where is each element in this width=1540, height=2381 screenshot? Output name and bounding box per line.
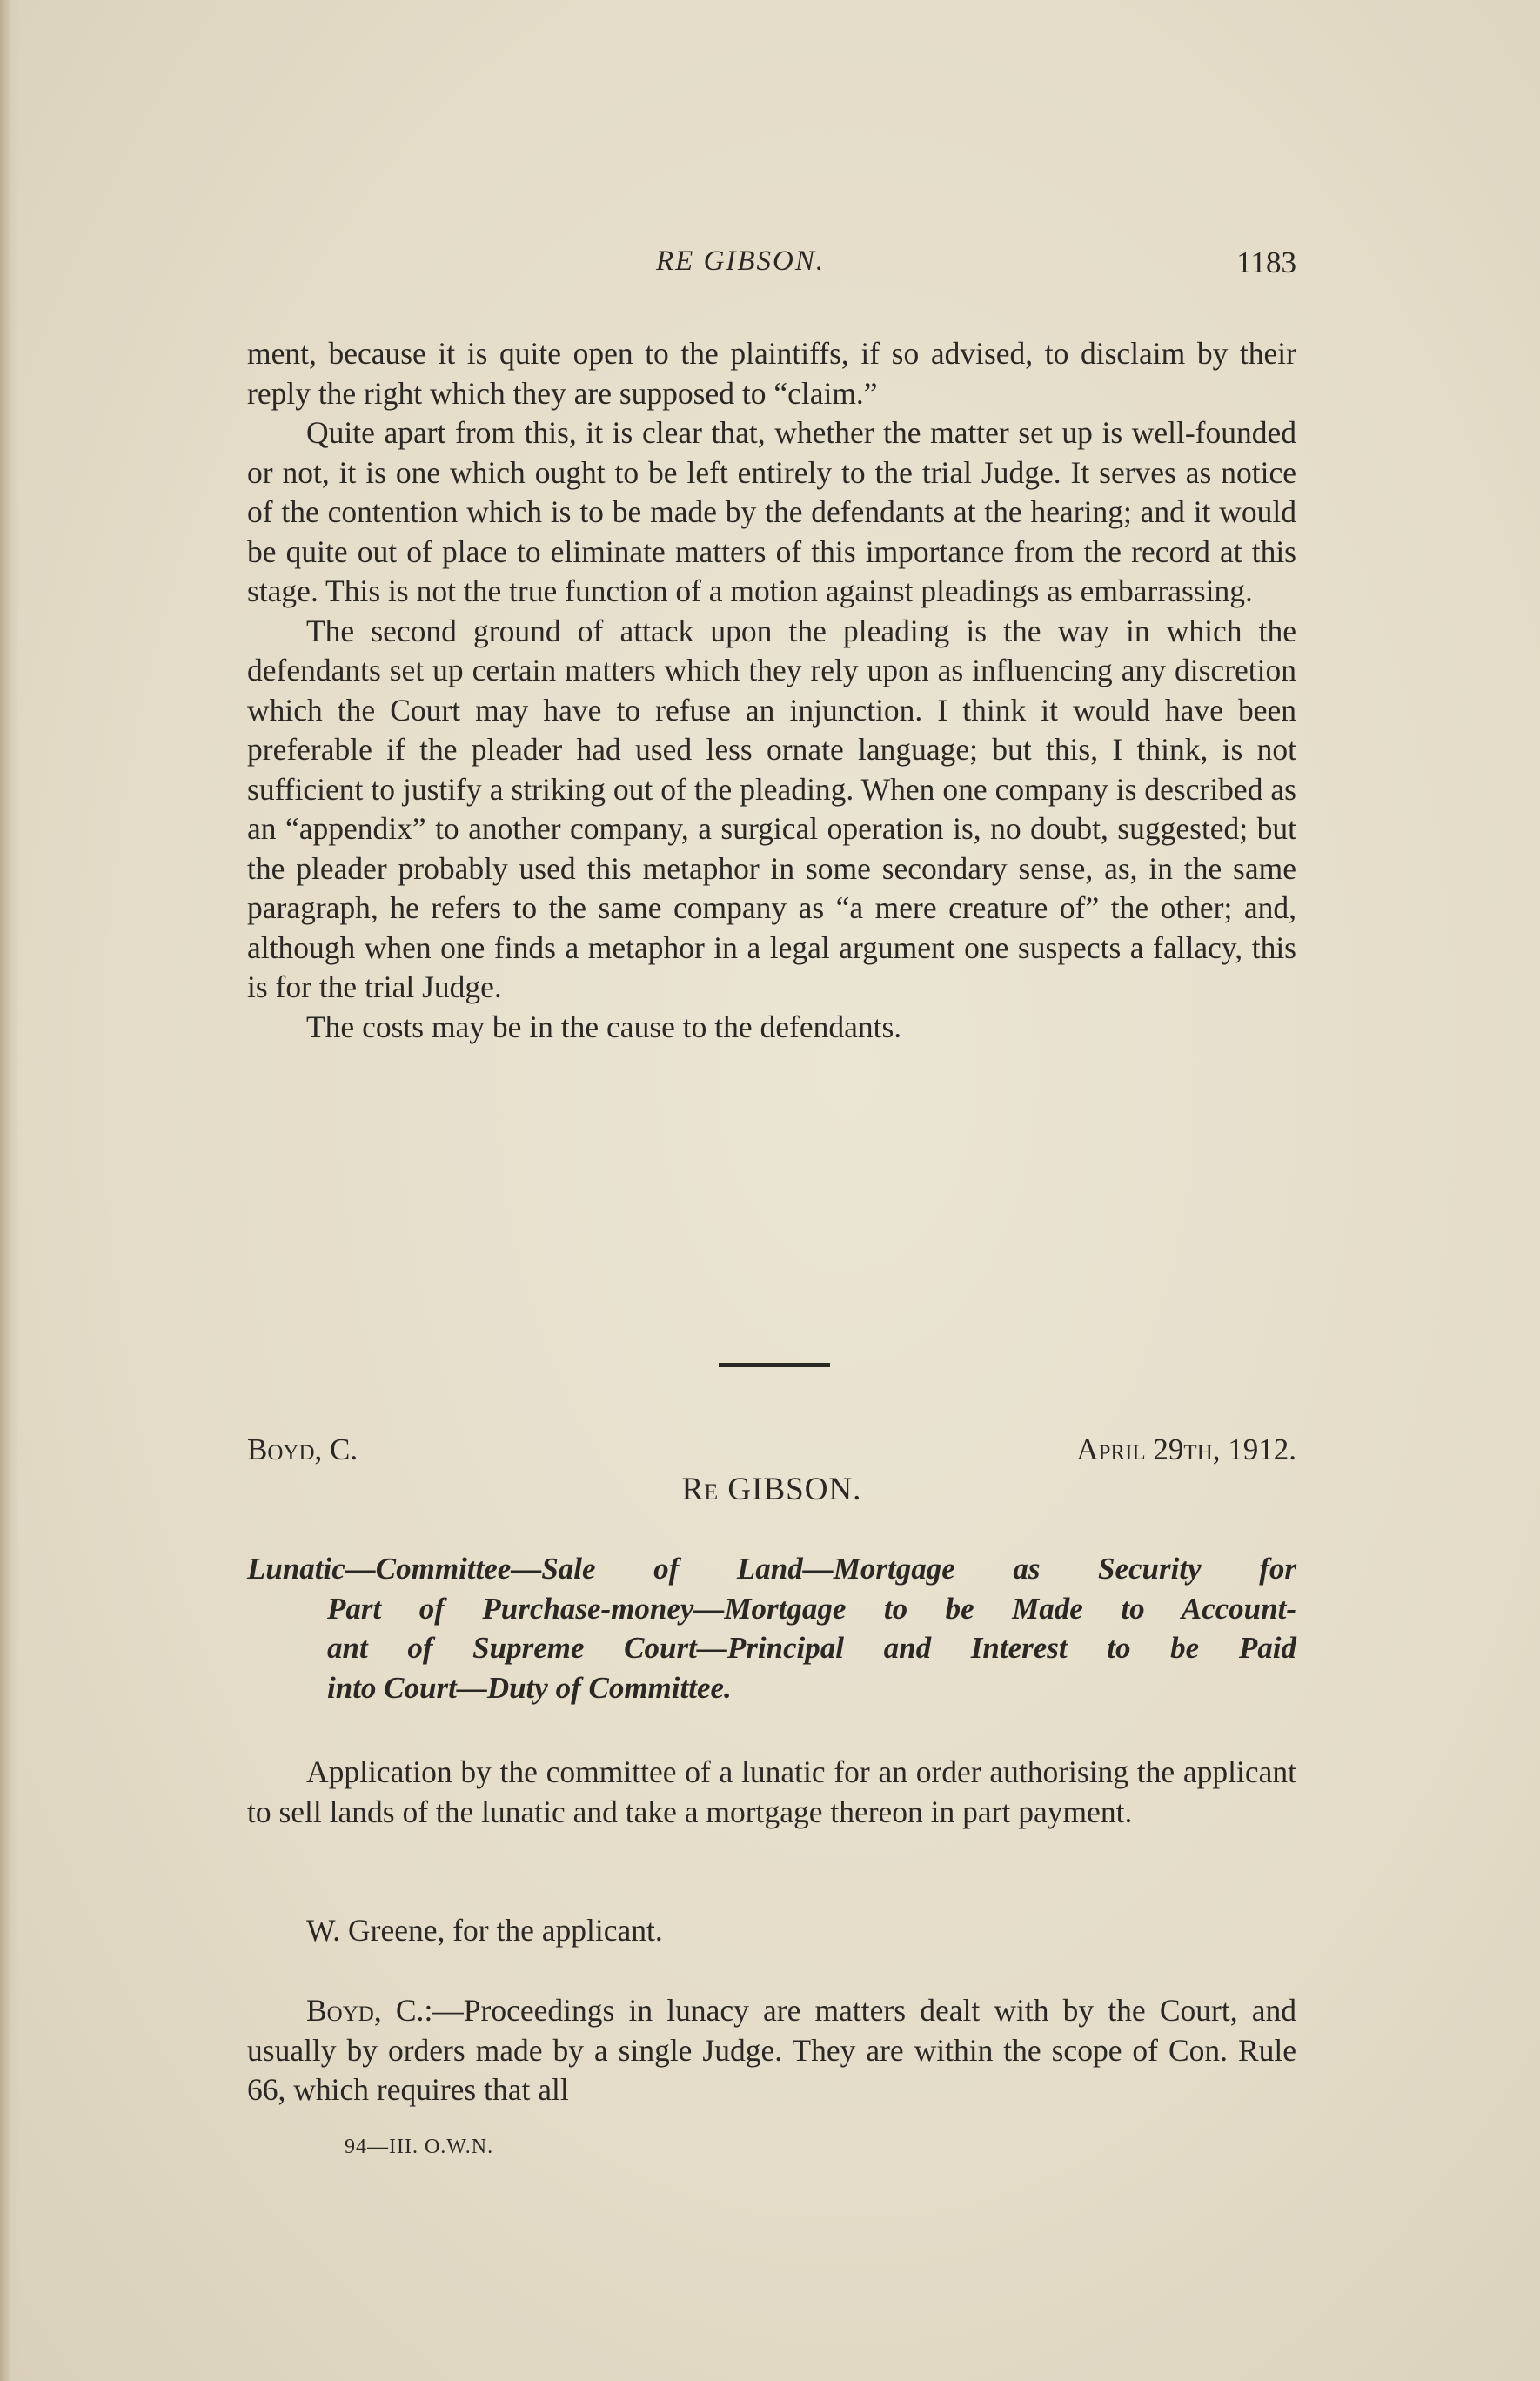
headnote-line: Lunatic—Committee—Sale of Land—Mortgage as Security for — [247, 1552, 1296, 1586]
judgment-text: :—Proceedings in lunacy are matters dealt with by the Court, and usually by orders made by a single Judge. They are within the scope of Con. Rule 66, which requires that all — [247, 1993, 1296, 2107]
headnote-line: Part of Purchase-money—Mortgage to be Made to Account- — [327, 1591, 1296, 1626]
counsel-line: W. Greene, for the applicant. — [306, 1913, 663, 1948]
paragraph-continuation: ment, because it is quite open to the plaintiffs, if so advised, to disclaim by their reply the right which they are supposed to “claim.” — [247, 336, 1296, 411]
page-spine-shadow — [0, 0, 19, 2381]
decision-date: April 29th, 1912. — [1076, 1432, 1296, 1466]
application-block — [247, 1753, 1296, 1832]
judgment-paragraph — [247, 1991, 1296, 2110]
signature-mark: 94—III. O.W.N. — [345, 2136, 494, 2158]
counsel-block — [247, 1911, 1296, 1951]
judgment-block — [247, 1991, 1296, 2110]
section-divider — [719, 1363, 830, 1367]
judge-name: Boyd, C. — [247, 1432, 358, 1466]
headnote-line: ant of Supreme Court—Principal and Interest to be Paid — [327, 1631, 1296, 1665]
page-number: 1183 — [1236, 245, 1296, 279]
paragraph: Quite apart from this, it is clear that, whether the matter set up is well-founded or not, it is one which ought to be left entirely to the trial Judge. It serves as notice of the contention which is to be made by the defendants at the hearing; and it would be quite out of place to eliminate matters of this importance from the record at this stage. This is not the true function of a motion against pleadings as embarrassing. — [247, 415, 1296, 608]
running-head — [247, 245, 1296, 289]
paragraph: The second ground of attack upon the pleading is the way in which the defendants set up certain matters which they rely upon as influencing any discretion which the Court may have to refuse an injunction. I think it would have been preferable if the pleader had used less ornate language; but this, I think, is not sufficient to justify a striking out of the pleading. When one company is described as an “appendix” to another company, a surgical operation is, no doubt, suggested; but the pleader probably used this metaphor in some secondary sense, as, in the same paragraph, he refers to the same company as “a mere creature of” the other; and, although when one finds a metaphor in a legal argument one suspects a fallacy, this is for the trial Judge. — [247, 613, 1296, 1004]
case-title: Re GIBSON. — [681, 1472, 862, 1507]
running-title: RE GIBSON. — [656, 245, 826, 277]
headnote — [247, 1549, 1296, 1707]
application-paragraph: Application by the committee of a lunatic for an order authorising the applicant to sell lands of the lunatic and take a mortgage thereon in part payment. — [247, 1754, 1296, 1829]
case-meta-line — [247, 1432, 1296, 1474]
headnote-line: into Court—Duty of Committee. — [327, 1670, 732, 1705]
previous-case-text — [247, 334, 1296, 1047]
judgment-judge: Boyd, C. — [306, 1993, 425, 2028]
paragraph-costs: The costs may be in the cause to the defendants. — [306, 1009, 902, 1044]
